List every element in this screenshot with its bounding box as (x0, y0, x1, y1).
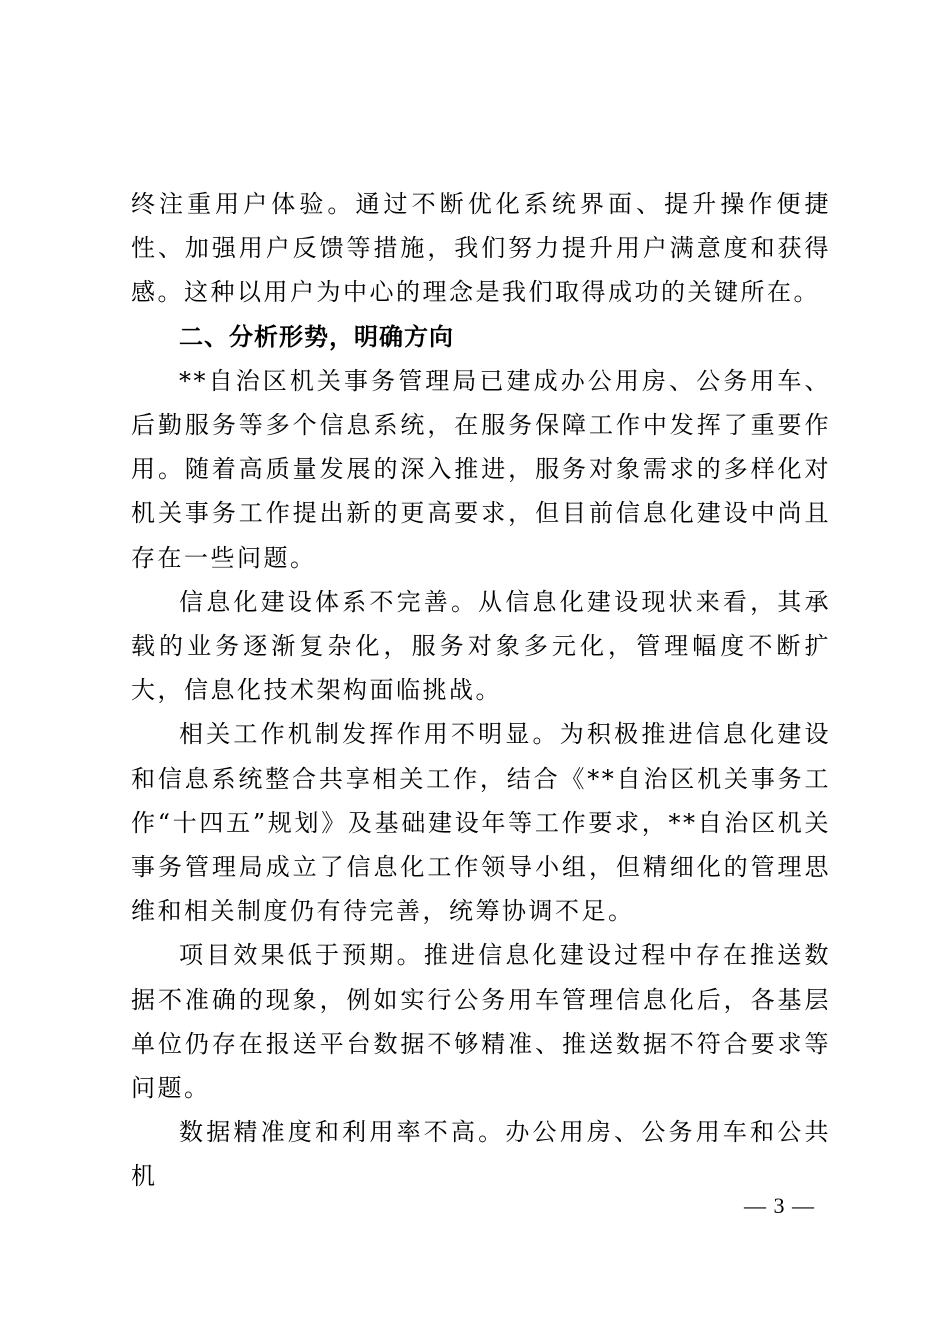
paragraph-information-systems: **自治区机关事务管理局已建成办公用房、公务用车、后勤服务等多个信息系统，在服务保障工作中发挥了重要作用。随着高质量发展的深入推进，服务对象需求的多样化对机关事务工作提出新的更高要求，但目前信息化建设中尚且存在一些问题。 (131, 366, 831, 572)
paragraph-project-effect: 项目效果低于预期。推进信息化建设过程中存在推送数据不准确的现象，例如实行公务用车管理信息化后，各基层单位仍存在报送平台数据不够精准、推送数据不符合要求等问题。 (131, 941, 831, 1103)
page-number: — 3 — (744, 1193, 815, 1218)
section-heading: 二、分析形势，明确方向 (179, 322, 454, 351)
paragraph-data-accuracy: 数据精准度和利用率不高。办公用房、公务用车和公共机 (131, 1118, 831, 1191)
paragraph-user-experience: 终注重用户体验。通过不断优化系统界面、提升操作便捷性、加强用户反馈等措施，我们努力提升用户满意度和获得感。这种以用户为中心的理念是我们取得成功的关键所在。 (131, 190, 831, 307)
paragraph-system-incomplete: 信息化建设体系不完善。从信息化建设现状来看，其承载的业务逐渐复杂化，服务对象多元化，管理幅度不断扩大，信息化技术架构面临挑战。 (131, 587, 831, 705)
paragraph-work-mechanism: 相关工作机制发挥作用不明显。为积极推进信息化建设和信息系统整合共享相关工作，结合《**自治区机关事务工作“十四五”规划》及基础建设年等工作要求，**自治区机关事务管理局成立了信息化工作领导小组，但精细化的管理思维和相关制度仍有待完善，统筹协调不足。 (131, 720, 831, 926)
document-body (131, 182, 831, 1199)
